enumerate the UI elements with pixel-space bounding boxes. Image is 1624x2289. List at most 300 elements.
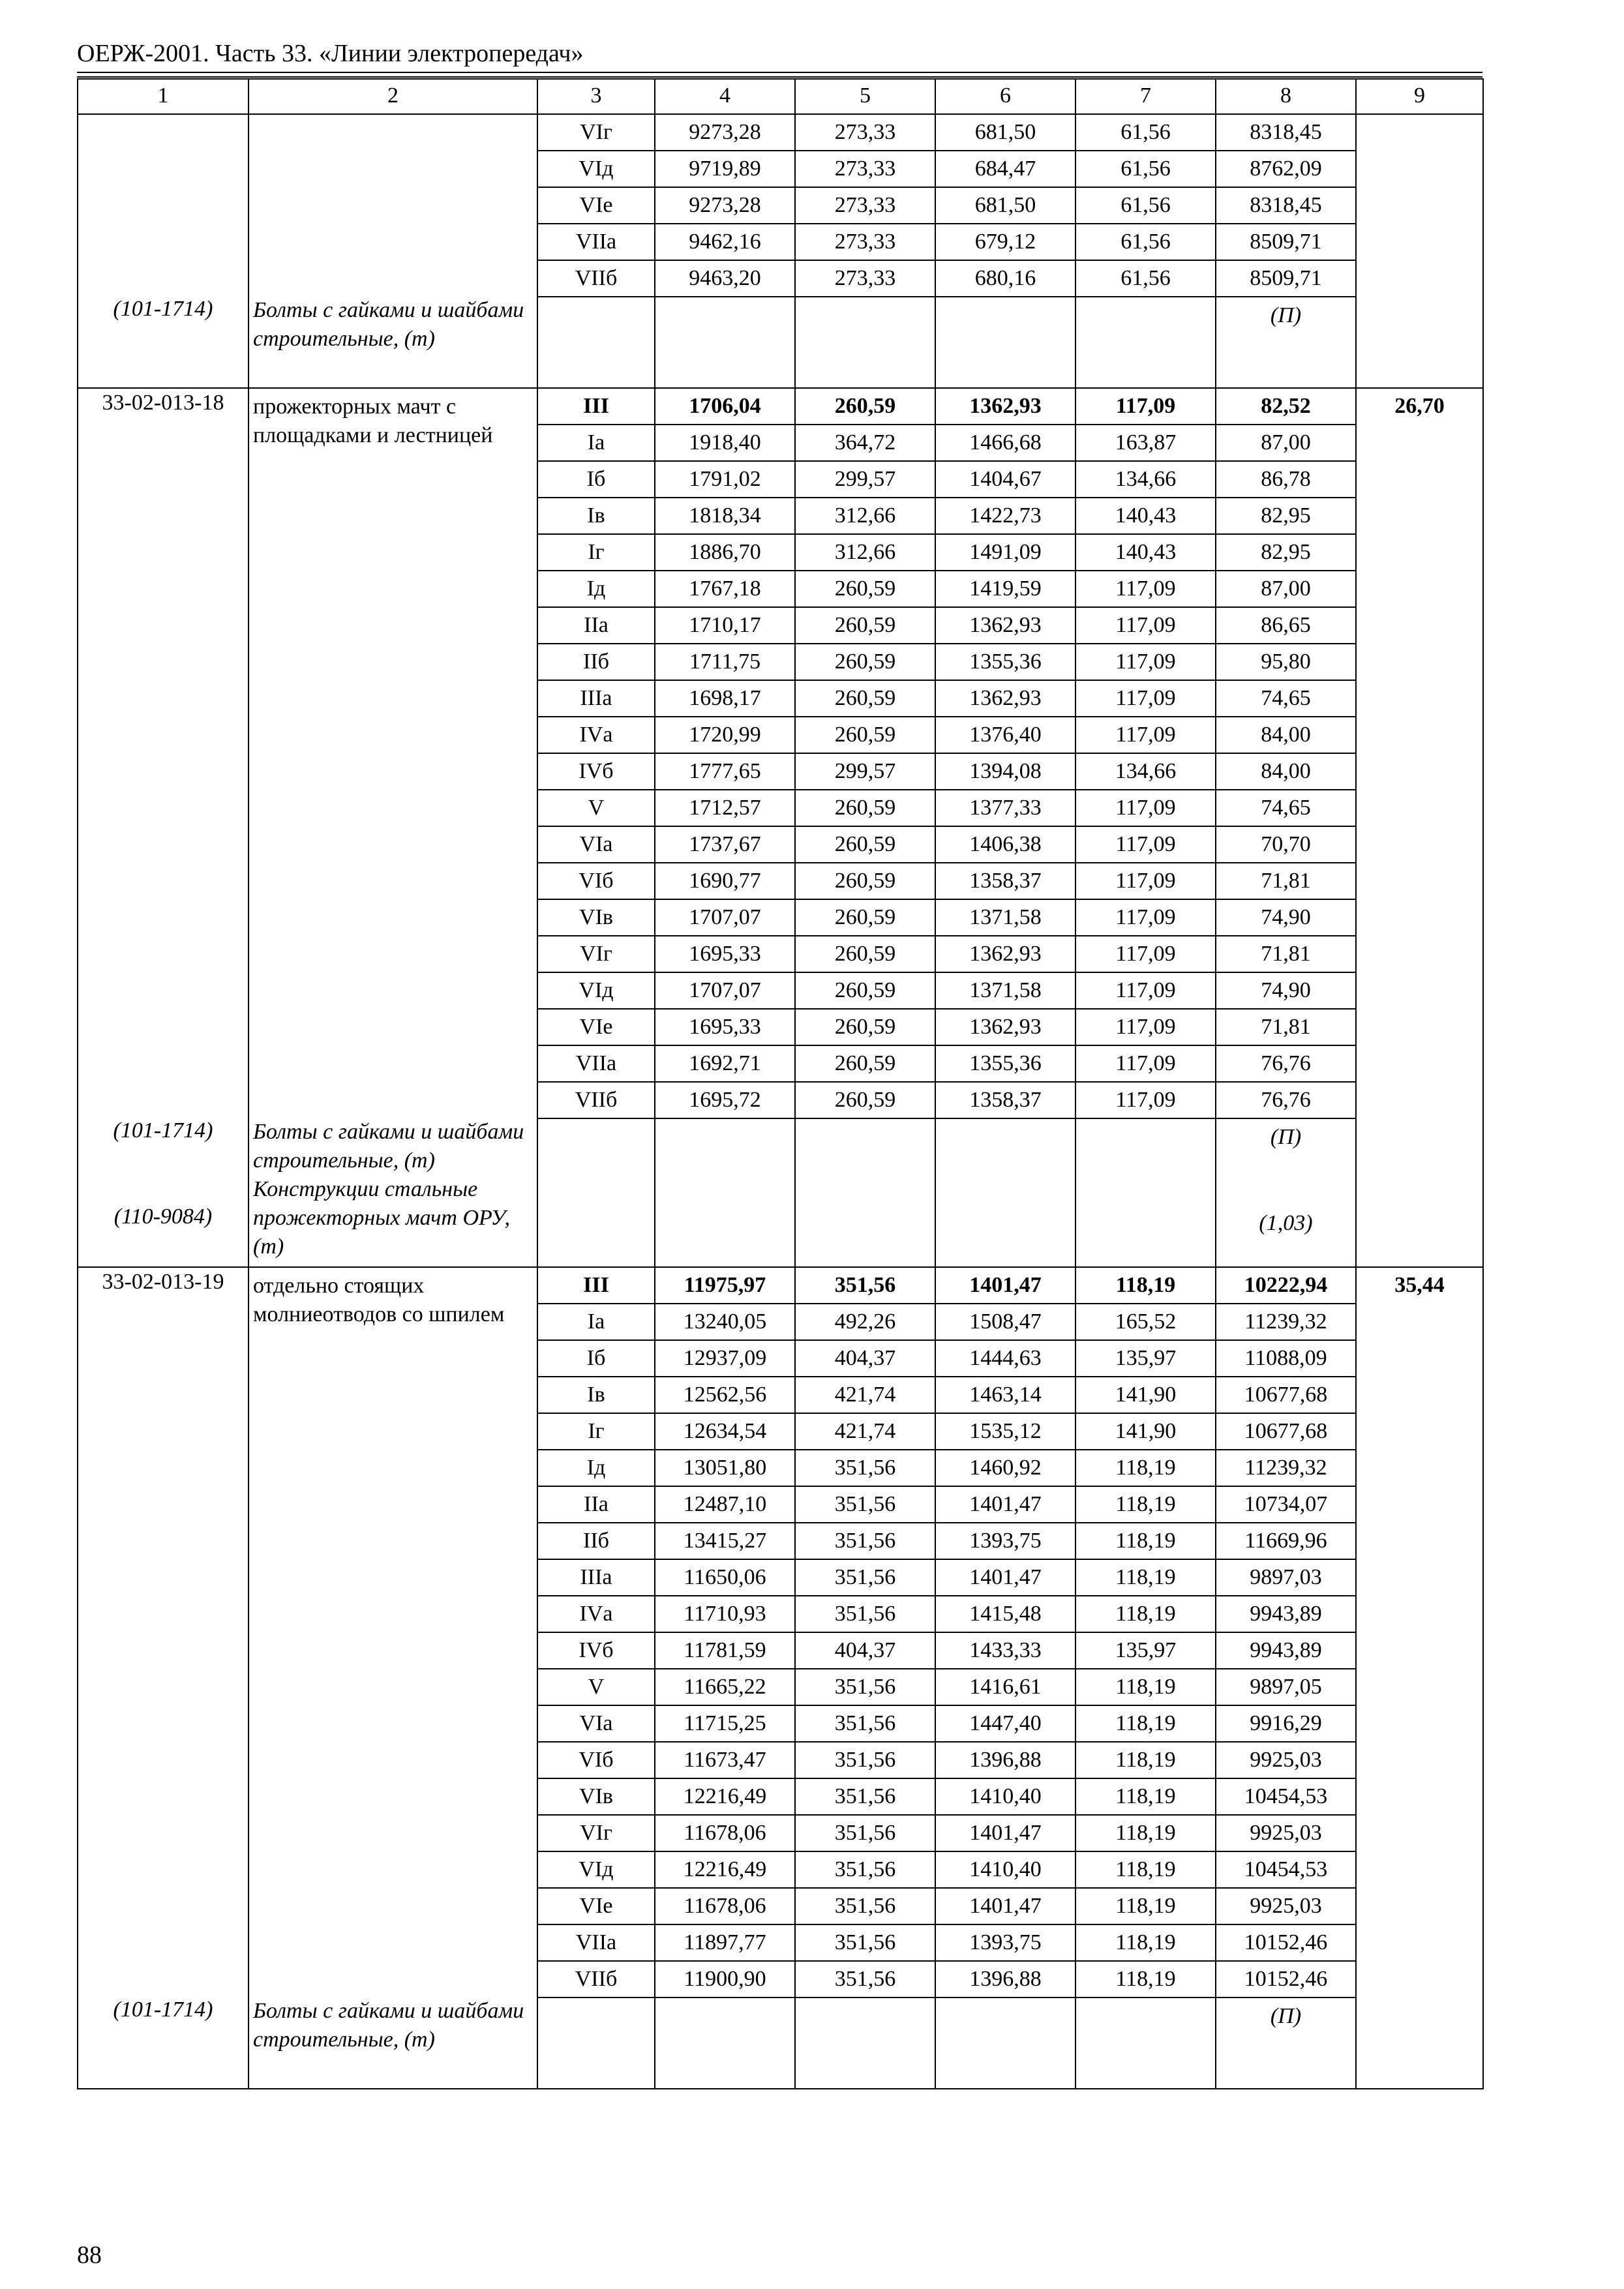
page-number: 88: [77, 2241, 102, 2269]
extras-cell: [537, 1997, 655, 2089]
value-cell: IIIа: [537, 1559, 655, 1596]
value-cell: 351,56: [795, 1705, 935, 1742]
value-cell: 9273,28: [655, 114, 795, 151]
column-number: 5: [795, 79, 935, 114]
resource-quantity: (1,03): [1259, 1211, 1313, 1235]
column-number-row: [78, 79, 1483, 114]
value-cell: 74,65: [1216, 680, 1356, 717]
value-cell: IVа: [537, 1596, 655, 1632]
rate-code-cell: [78, 1267, 248, 2089]
value-cell: III: [537, 1267, 655, 1304]
value-cell: 351,56: [795, 1523, 935, 1559]
value-cell: 165,52: [1075, 1304, 1216, 1340]
value-cell: 13415,27: [655, 1523, 795, 1559]
value-cell: 1711,75: [655, 644, 795, 680]
column-number: 6: [935, 79, 1075, 114]
value-cell: 679,12: [935, 224, 1075, 260]
value-cell: 260,59: [795, 826, 935, 863]
value-cell: 351,56: [795, 1888, 935, 1924]
value-cell: 117,09: [1075, 936, 1216, 972]
value-cell: 61,56: [1075, 260, 1216, 297]
resource-quantity: (П): [1270, 1125, 1302, 1149]
value-cell: 1394,08: [935, 753, 1075, 790]
value-cell: 9897,05: [1216, 1669, 1356, 1705]
value-cell: 1918,40: [655, 425, 795, 461]
value-cell: VIа: [537, 1705, 655, 1742]
value-cell: 87,00: [1216, 425, 1356, 461]
value-cell: V: [537, 790, 655, 826]
value-cell: 1463,14: [935, 1377, 1075, 1413]
value-cell: 117,09: [1075, 899, 1216, 936]
value-cell: 260,59: [795, 863, 935, 899]
resource-name-list: [253, 1997, 533, 2083]
value-cell: 11665,22: [655, 1669, 795, 1705]
column-number: 4: [655, 79, 795, 114]
value-cell: VIг: [537, 936, 655, 972]
value-cell: 1737,67: [655, 826, 795, 863]
value-cell: 1535,12: [935, 1413, 1075, 1450]
value-cell: VIIб: [537, 1961, 655, 1997]
table-row: [78, 388, 1483, 425]
resource-code-list: [82, 1996, 244, 2082]
value-cell: 1695,33: [655, 936, 795, 972]
value-cell: 11897,77: [655, 1924, 795, 1961]
value-cell: 1362,93: [935, 936, 1075, 972]
rate-name-cell: [248, 388, 537, 1267]
value-cell: 1712,57: [655, 790, 795, 826]
value-cell: 299,57: [795, 753, 935, 790]
value-cell: VIд: [537, 972, 655, 1009]
value-cell: 82,95: [1216, 534, 1356, 571]
resource-name: Конструкции стальные прожекторных мачт ОРУ, (т): [253, 1177, 511, 1259]
extras-cell: [1216, 297, 1356, 388]
value-cell: 1376,40: [935, 717, 1075, 753]
value-cell: 8509,71: [1216, 260, 1356, 297]
value-cell: 351,56: [795, 1742, 935, 1778]
value-cell: VIв: [537, 899, 655, 936]
col9-cell: 26,70: [1356, 388, 1483, 1267]
value-cell: Iб: [537, 1340, 655, 1377]
value-cell: 273,33: [795, 260, 935, 297]
value-cell: 9925,03: [1216, 1742, 1356, 1778]
extras-cell: [1216, 1118, 1356, 1267]
value-cell: 86,65: [1216, 607, 1356, 644]
value-cell: IVб: [537, 1632, 655, 1669]
value-cell: 421,74: [795, 1377, 935, 1413]
value-cell: 118,19: [1075, 1450, 1216, 1486]
col9-cell: 35,44: [1356, 1267, 1483, 2089]
value-cell: IVб: [537, 753, 655, 790]
value-cell: VIд: [537, 151, 655, 187]
value-cell: 10734,07: [1216, 1486, 1356, 1523]
value-cell: 82,52: [1216, 388, 1356, 425]
value-cell: VIв: [537, 1778, 655, 1815]
extras-cell: [655, 297, 795, 388]
value-cell: 8318,45: [1216, 187, 1356, 224]
value-cell: 1791,02: [655, 461, 795, 498]
value-cell: 118,19: [1075, 1267, 1216, 1304]
value-cell: 84,00: [1216, 717, 1356, 753]
resource-quantity: (П): [1270, 303, 1302, 327]
value-cell: 10677,68: [1216, 1413, 1356, 1450]
value-cell: 117,09: [1075, 972, 1216, 1009]
value-cell: 681,50: [935, 187, 1075, 224]
value-cell: 351,56: [795, 1267, 935, 1304]
value-cell: 12634,54: [655, 1413, 795, 1450]
resource-name: Болты с гайками и шайбами строительные, (т): [253, 298, 524, 351]
value-cell: 312,66: [795, 498, 935, 534]
value-cell: 681,50: [935, 114, 1075, 151]
value-cell: 1818,34: [655, 498, 795, 534]
value-cell: 117,09: [1075, 680, 1216, 717]
value-cell: 117,09: [1075, 826, 1216, 863]
value-cell: 1401,47: [935, 1815, 1075, 1851]
value-cell: 11715,25: [655, 1705, 795, 1742]
value-cell: 364,72: [795, 425, 935, 461]
value-cell: Iв: [537, 1377, 655, 1413]
value-cell: 351,56: [795, 1778, 935, 1815]
value-cell: 1358,37: [935, 863, 1075, 899]
value-cell: 273,33: [795, 151, 935, 187]
resource-code-list: [82, 295, 244, 381]
extras-cell: [655, 1118, 795, 1267]
value-cell: 11781,59: [655, 1632, 795, 1669]
value-cell: IIа: [537, 607, 655, 644]
extras-cell: [795, 297, 935, 388]
value-cell: 1698,17: [655, 680, 795, 717]
value-cell: 260,59: [795, 1082, 935, 1118]
value-cell: III: [537, 388, 655, 425]
value-cell: 1690,77: [655, 863, 795, 899]
value-cell: 1460,92: [935, 1450, 1075, 1486]
extras-cell: [1075, 1118, 1216, 1267]
value-cell: 71,81: [1216, 863, 1356, 899]
value-cell: 1767,18: [655, 571, 795, 607]
value-cell: 8762,09: [1216, 151, 1356, 187]
value-cell: 260,59: [795, 680, 935, 717]
value-cell: 1695,72: [655, 1082, 795, 1118]
value-cell: 117,09: [1075, 607, 1216, 644]
column-number: 7: [1075, 79, 1216, 114]
value-cell: VIг: [537, 114, 655, 151]
value-cell: 118,19: [1075, 1961, 1216, 1997]
rate-name-cell: [248, 1267, 537, 2089]
value-cell: 61,56: [1075, 224, 1216, 260]
value-cell: 9943,89: [1216, 1632, 1356, 1669]
value-cell: 1362,93: [935, 1009, 1075, 1045]
value-cell: 273,33: [795, 114, 935, 151]
value-cell: 12487,10: [655, 1486, 795, 1523]
value-cell: Iг: [537, 1413, 655, 1450]
value-cell: 11975,97: [655, 1267, 795, 1304]
page-header: ОЕРЖ-2001. Часть 33. «Линии электропередач»: [77, 40, 584, 67]
value-cell: 74,90: [1216, 972, 1356, 1009]
extras-cell: [1075, 1997, 1216, 2089]
value-cell: 118,19: [1075, 1815, 1216, 1851]
value-cell: 1358,37: [935, 1082, 1075, 1118]
column-number: 3: [537, 79, 655, 114]
value-cell: 11239,32: [1216, 1304, 1356, 1340]
value-cell: Iа: [537, 425, 655, 461]
value-cell: VIе: [537, 1888, 655, 1924]
value-cell: 118,19: [1075, 1778, 1216, 1815]
value-cell: 351,56: [795, 1486, 935, 1523]
value-cell: 11650,06: [655, 1559, 795, 1596]
value-cell: VIIб: [537, 1082, 655, 1118]
value-cell: 1710,17: [655, 607, 795, 644]
value-cell: 76,76: [1216, 1045, 1356, 1082]
value-cell: 1466,68: [935, 425, 1075, 461]
value-cell: 1707,07: [655, 899, 795, 936]
extras-cell: [1216, 1997, 1356, 2089]
value-cell: Iб: [537, 461, 655, 498]
value-cell: 260,59: [795, 790, 935, 826]
value-cell: 1707,07: [655, 972, 795, 1009]
value-cell: 8318,45: [1216, 114, 1356, 151]
value-cell: 351,56: [795, 1815, 935, 1851]
value-cell: 1401,47: [935, 1486, 1075, 1523]
resource-name-list: [253, 1118, 533, 1261]
value-cell: 11669,96: [1216, 1523, 1356, 1559]
value-cell: 117,09: [1075, 1045, 1216, 1082]
value-cell: V: [537, 1669, 655, 1705]
value-cell: 8509,71: [1216, 224, 1356, 260]
value-cell: 70,70: [1216, 826, 1356, 863]
value-cell: 87,00: [1216, 571, 1356, 607]
rate-name: отдельно стоящих молниеотводов со шпилем: [253, 1274, 505, 1326]
value-cell: 680,16: [935, 260, 1075, 297]
value-cell: 404,37: [795, 1632, 935, 1669]
rate-code-cell: [78, 114, 248, 388]
value-cell: 1362,93: [935, 607, 1075, 644]
value-cell: 260,59: [795, 644, 935, 680]
value-cell: 117,09: [1075, 1082, 1216, 1118]
value-cell: 61,56: [1075, 187, 1216, 224]
value-cell: 1777,65: [655, 753, 795, 790]
value-cell: 117,09: [1075, 717, 1216, 753]
value-cell: VIб: [537, 863, 655, 899]
extras-cell: [537, 297, 655, 388]
value-cell: VIе: [537, 1009, 655, 1045]
value-cell: 9943,89: [1216, 1596, 1356, 1632]
value-cell: 1415,48: [935, 1596, 1075, 1632]
column-number: 1: [78, 79, 248, 114]
value-cell: 117,09: [1075, 644, 1216, 680]
value-cell: 9462,16: [655, 224, 795, 260]
value-cell: 74,65: [1216, 790, 1356, 826]
value-cell: 61,56: [1075, 151, 1216, 187]
value-cell: 9925,03: [1216, 1815, 1356, 1851]
value-cell: 1377,33: [935, 790, 1075, 826]
extras-cell: [935, 297, 1075, 388]
resource-quantity: (П): [1270, 2004, 1302, 2028]
value-cell: 1491,09: [935, 534, 1075, 571]
value-cell: 1692,71: [655, 1045, 795, 1082]
value-cell: 351,56: [795, 1961, 935, 1997]
value-cell: 163,87: [1075, 425, 1216, 461]
value-cell: VIб: [537, 1742, 655, 1778]
value-cell: IVа: [537, 717, 655, 753]
rate-code: 33-02-013-19: [102, 1270, 224, 1294]
header-rule: [77, 72, 1482, 73]
value-cell: 118,19: [1075, 1523, 1216, 1559]
value-cell: 134,66: [1075, 461, 1216, 498]
value-cell: 9719,89: [655, 151, 795, 187]
value-cell: 1447,40: [935, 1705, 1075, 1742]
extras-cell: [795, 1118, 935, 1267]
value-cell: 118,19: [1075, 1486, 1216, 1523]
value-cell: IIб: [537, 644, 655, 680]
value-cell: Iв: [537, 498, 655, 534]
value-cell: 260,59: [795, 388, 935, 425]
value-cell: 404,37: [795, 1340, 935, 1377]
value-cell: 1401,47: [935, 1559, 1075, 1596]
value-cell: 11673,47: [655, 1742, 795, 1778]
value-cell: 11088,09: [1216, 1340, 1356, 1377]
value-cell: 117,09: [1075, 1009, 1216, 1045]
column-number: 8: [1216, 79, 1356, 114]
resource-name: Болты с гайками и шайбами строительные, (т): [253, 1120, 524, 1173]
value-cell: 351,56: [795, 1450, 935, 1486]
extras-cell: [655, 1997, 795, 2089]
value-cell: IIа: [537, 1486, 655, 1523]
value-cell: 260,59: [795, 717, 935, 753]
value-cell: 1362,93: [935, 388, 1075, 425]
value-cell: 1706,04: [655, 388, 795, 425]
value-cell: 1416,61: [935, 1669, 1075, 1705]
value-cell: 351,56: [795, 1924, 935, 1961]
value-cell: 1886,70: [655, 534, 795, 571]
value-cell: 10677,68: [1216, 1377, 1356, 1413]
value-cell: 9463,20: [655, 260, 795, 297]
value-cell: 1393,75: [935, 1523, 1075, 1559]
value-cell: 1444,63: [935, 1340, 1075, 1377]
value-cell: VIIа: [537, 1045, 655, 1082]
value-cell: 82,95: [1216, 498, 1356, 534]
value-cell: 11678,06: [655, 1815, 795, 1851]
value-cell: 260,59: [795, 1009, 935, 1045]
value-cell: 1355,36: [935, 644, 1075, 680]
value-cell: IIIа: [537, 680, 655, 717]
value-cell: 11239,32: [1216, 1450, 1356, 1486]
value-cell: 10454,53: [1216, 1851, 1356, 1888]
value-cell: 1404,67: [935, 461, 1075, 498]
value-cell: 273,33: [795, 224, 935, 260]
value-cell: 134,66: [1075, 753, 1216, 790]
value-cell: 117,09: [1075, 571, 1216, 607]
value-cell: VIа: [537, 826, 655, 863]
value-cell: VIIб: [537, 260, 655, 297]
extras-cell: [935, 1997, 1075, 2089]
value-cell: 1422,73: [935, 498, 1075, 534]
value-cell: 260,59: [795, 607, 935, 644]
value-cell: 86,78: [1216, 461, 1356, 498]
value-cell: 135,97: [1075, 1340, 1216, 1377]
value-cell: 299,57: [795, 461, 935, 498]
value-cell: 1401,47: [935, 1267, 1075, 1304]
value-cell: 118,19: [1075, 1596, 1216, 1632]
value-cell: VIIа: [537, 224, 655, 260]
value-cell: 351,56: [795, 1559, 935, 1596]
value-cell: 1410,40: [935, 1851, 1075, 1888]
value-cell: 1419,59: [935, 571, 1075, 607]
value-cell: Iд: [537, 571, 655, 607]
value-cell: 12216,49: [655, 1778, 795, 1815]
rate-code-cell: [78, 388, 248, 1267]
value-cell: 684,47: [935, 151, 1075, 187]
value-cell: 10222,94: [1216, 1267, 1356, 1304]
value-cell: VIд: [537, 1851, 655, 1888]
value-cell: VIIа: [537, 1924, 655, 1961]
table-row: [78, 1267, 1483, 1304]
resource-code: (101-1714): [113, 297, 213, 321]
resource-code: (101-1714): [113, 1118, 213, 1143]
value-cell: 76,76: [1216, 1082, 1356, 1118]
value-cell: 1401,47: [935, 1888, 1075, 1924]
resource-code: (101-1714): [113, 1997, 213, 2022]
value-cell: 1433,33: [935, 1632, 1075, 1669]
value-cell: 421,74: [795, 1413, 935, 1450]
value-cell: 140,43: [1075, 498, 1216, 534]
value-cell: 11678,06: [655, 1888, 795, 1924]
value-cell: 74,90: [1216, 899, 1356, 936]
column-number: 9: [1356, 79, 1483, 114]
value-cell: 10152,46: [1216, 1924, 1356, 1961]
value-cell: 11710,93: [655, 1596, 795, 1632]
value-cell: 11900,90: [655, 1961, 795, 1997]
value-cell: 1371,58: [935, 972, 1075, 1009]
value-cell: Iд: [537, 1450, 655, 1486]
value-cell: 13051,80: [655, 1450, 795, 1486]
value-cell: 10454,53: [1216, 1778, 1356, 1815]
value-cell: 118,19: [1075, 1559, 1216, 1596]
value-cell: 12562,56: [655, 1377, 795, 1413]
value-cell: 260,59: [795, 571, 935, 607]
value-cell: 71,81: [1216, 936, 1356, 972]
extras-cell: [537, 1118, 655, 1267]
value-cell: 118,19: [1075, 1669, 1216, 1705]
value-cell: 1355,36: [935, 1045, 1075, 1082]
value-cell: 1396,88: [935, 1961, 1075, 1997]
table-row: [78, 114, 1483, 151]
value-cell: 12937,09: [655, 1340, 795, 1377]
value-cell: 9273,28: [655, 187, 795, 224]
value-cell: 61,56: [1075, 114, 1216, 151]
value-cell: 351,56: [795, 1596, 935, 1632]
value-cell: 273,33: [795, 187, 935, 224]
value-cell: 71,81: [1216, 1009, 1356, 1045]
value-cell: 9925,03: [1216, 1888, 1356, 1924]
value-cell: 1406,38: [935, 826, 1075, 863]
value-cell: 260,59: [795, 1045, 935, 1082]
resource-name: Болты с гайками и шайбами строительные, (т): [253, 1999, 524, 2052]
value-cell: 141,90: [1075, 1413, 1216, 1450]
value-cell: 1362,93: [935, 680, 1075, 717]
rate-name-cell: [248, 114, 537, 388]
value-cell: 1371,58: [935, 899, 1075, 936]
extras-cell: [935, 1118, 1075, 1267]
value-cell: 140,43: [1075, 534, 1216, 571]
value-cell: 10152,46: [1216, 1961, 1356, 1997]
value-cell: 118,19: [1075, 1851, 1216, 1888]
value-cell: 1695,33: [655, 1009, 795, 1045]
value-cell: 1508,47: [935, 1304, 1075, 1340]
value-cell: 12216,49: [655, 1851, 795, 1888]
resource-code: (110-9084): [113, 1204, 213, 1229]
value-cell: 9897,03: [1216, 1559, 1356, 1596]
value-cell: 118,19: [1075, 1705, 1216, 1742]
rate-name: прожекторных мачт с площадками и лестницей: [253, 395, 493, 447]
